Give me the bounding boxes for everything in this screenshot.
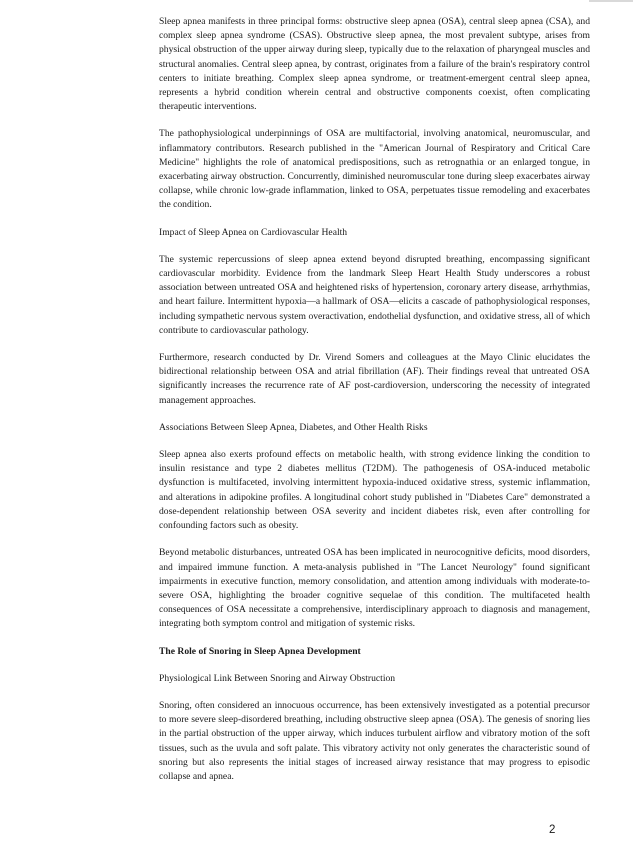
header-rule — [589, 0, 633, 2]
section-heading-airway-link: Physiological Link Between Snoring and Airway Obstruction — [159, 672, 396, 684]
paragraph-atrial-fibrillation: Furthermore, research conducted by Dr. Virend Somers and colleagues at the Mayo Clinic elucidates the bidirectional relationship between OSA and atrial fibrillation (AF). Their findings reveal that untreated OSA significantly increases the recurrence rate of AF post-cardioversion, underscoring the necessity of integrated management approaches. — [159, 352, 590, 406]
paragraph-sleep-apnea-forms: Sleep apnea manifests in three principal forms: obstructive sleep apnea (OSA), central sleep apnea (CSA), and complex sleep apnea syndrome (CSAS). Obstructive sleep apnea, the most prevalent subtype, arises from physical obstruction of the upper airway during sleep, typically due to the relaxation of pharyngeal muscles and structural anomalies. Central sleep apnea, by contrast, originates from a failure of the brain's respiratory control centers to initiate breathing. Complex sleep apnea syndrome, or treatment-emergent central sleep apnea, represents a hybrid condition wherein central and obstructive components coexist, often complicating therapeutic interventions. — [159, 16, 590, 113]
section-heading-diabetes: Associations Between Sleep Apnea, Diabetes, and Other Health Risks — [159, 421, 428, 433]
paragraph-neurocognitive: Beyond metabolic disturbances, untreated OSA has been implicated in neurocognitive deficits, mood disorders, and impaired immune function. A meta-analysis published in "The Lancet Neurology" found significant impairments in executive function, memory consolidation, and attention among individuals with moderate-to-severe OSA, highlighting the broader cognitive sequelae of this condition. The multifaceted health consequences of OSA necessitate a comprehensive, interdisciplinary approach to diagnosis and management, integrating both symptom control and mitigation of systemic risks. — [159, 547, 590, 630]
paragraph-osa-pathophysiology: The pathophysiological underpinnings of OSA are multifactorial, involving anatomical, neuromuscular, and inflammatory contributors. Research published in the "American Journal of Respiratory and Critical Care Medicine" highlights the role of anatomical predispositions, such as retrognathia or an enlarged tongue, in exacerbating airway obstruction. Concurrently, diminished neuromuscular tone during sleep exacerbates airway collapse, while chronic low-grade inflammation, linked to OSA, perpetuates tissue remodeling and exacerbates the condition. — [159, 128, 590, 211]
page-number: 2 — [549, 824, 556, 836]
paragraph-metabolic-health: Sleep apnea also exerts profound effects on metabolic health, with strong evidence linking the condition to insulin resistance and type 2 diabetes mellitus (T2DM). The pathogenesis of OSA-induced metabolic dysfunction is multifaceted, involving intermittent hypoxia-induced oxidative stress, systemic inflammation, and alterations in adipokine profiles. A longitudinal cohort study published in "Diabetes Care" demonstrated a dose-dependent relationship between OSA severity and incident diabetes risk, even after controlling for confounding factors such as obesity. — [159, 449, 590, 532]
chapter-heading-snoring: The Role of Snoring in Sleep Apnea Development — [159, 645, 361, 657]
paragraph-cardiovascular-impact: The systemic repercussions of sleep apnea extend beyond disrupted breathing, encompassing significant cardiovascular morbidity. Evidence from the landmark Sleep Heart Health Study underscores a robust association between untreated OSA and heightened risks of hypertension, coronary artery disease, arrhythmias, and heart failure. Intermittent hypoxia—a hallmark of OSA—elicits a cascade of pathophysiological responses, including sympathetic nervous system overactivation, endothelial dysfunction, and oxidative stress, all of which contribute to cardiovascular pathology. — [159, 253, 590, 336]
section-heading-cardiovascular: Impact of Sleep Apnea on Cardiovascular Health — [159, 226, 348, 238]
paragraph-snoring-genesis: Snoring, often considered an innocuous occurrence, has been extensively investigated as a potential precursor to more severe sleep-disordered breathing, including obstructive sleep apnea (OSA). The genesis of snoring lies in the partial obstruction of the upper airway, which induces turbulent airflow and vibratory motion of the soft tissues, such as the uvula and soft palate. This vibratory activity not only generates the characteristic sound of snoring but also represents the initial stages of increased airway resistance that may progress to episodic collapse and apnea. — [159, 699, 590, 782]
document-body — [159, 15, 590, 797]
